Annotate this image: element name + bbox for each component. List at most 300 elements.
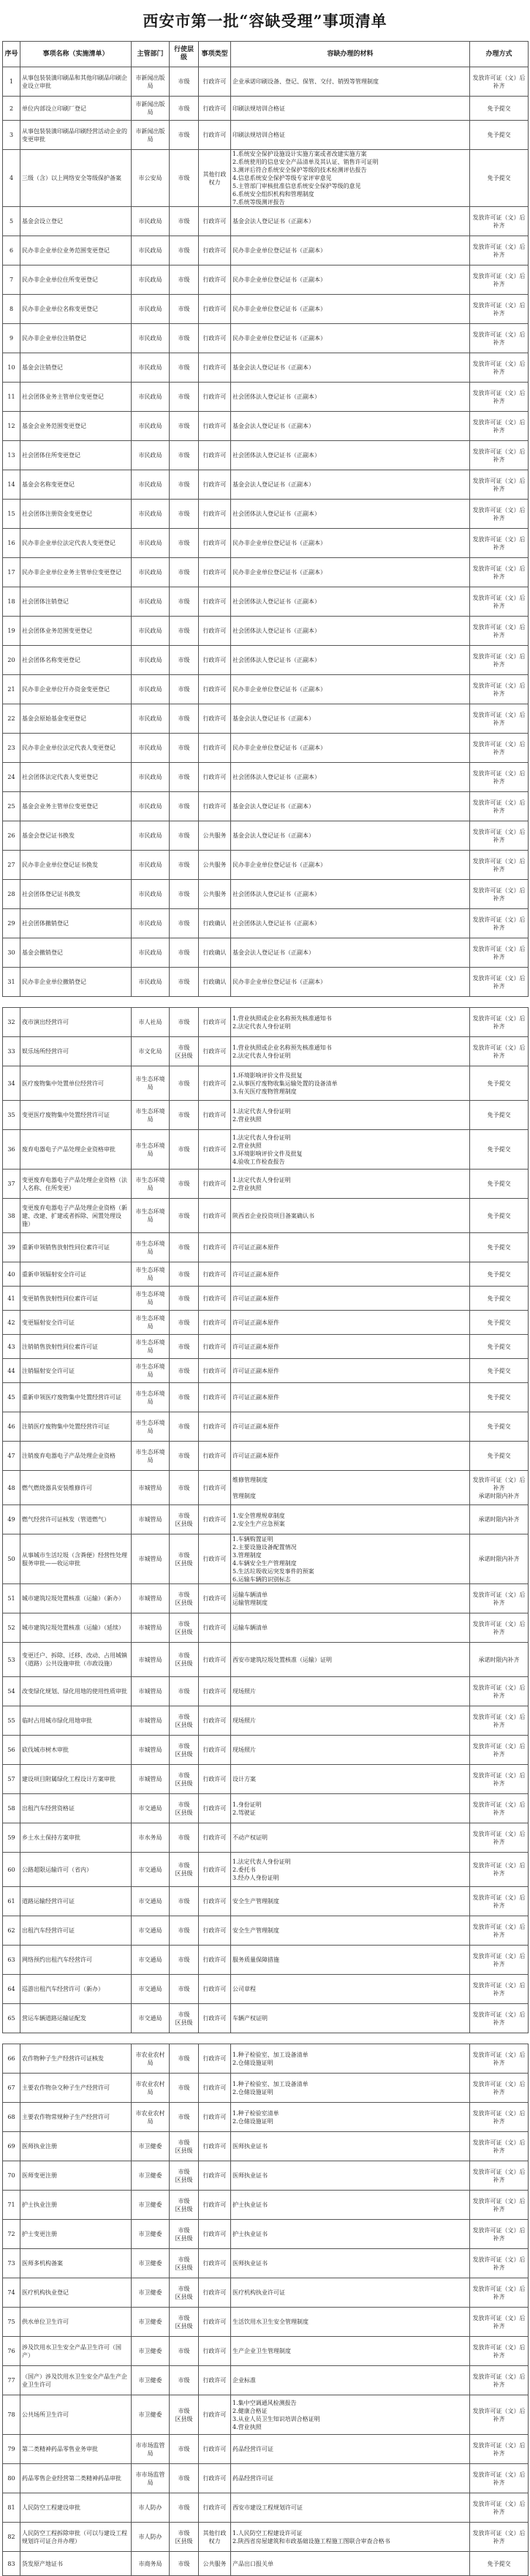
table-row	[3, 1643, 529, 1677]
table-row	[3, 1383, 529, 1412]
table-row	[3, 1975, 529, 2004]
row-number: 13	[3, 441, 20, 470]
row-number: 50	[3, 1534, 20, 1584]
row-number: 35	[3, 1101, 20, 1130]
row-number: 45	[3, 1383, 20, 1412]
department: 市农业农村局	[132, 2044, 170, 2074]
department: 市民政局	[132, 880, 170, 909]
level: 市级	[170, 1471, 199, 1505]
materials: 安全生产管理制度	[231, 1916, 470, 1946]
level: 市级	[170, 2074, 199, 2103]
level: 市级 区县级	[170, 1534, 199, 1584]
handling-method: 发放许可证（文）后补齐	[470, 2161, 529, 2191]
handling-method: 发放许可证（文）后补齐	[470, 2103, 529, 2132]
item-type: 行政许可	[199, 1471, 231, 1505]
item-type: 行政许可	[199, 2191, 231, 2220]
table-row	[3, 1130, 529, 1170]
handling-method: 免予提交	[470, 1199, 529, 1233]
materials: 许可证正副本原件	[231, 1359, 470, 1383]
level: 市级	[170, 646, 199, 675]
table-row	[3, 295, 529, 324]
materials: 社会团体法人登记证书（正副本）	[231, 880, 470, 909]
level: 市级	[170, 968, 199, 997]
item-type: 行政许可	[199, 587, 231, 617]
item-name: 从事包装装潢印刷品印刷经营活动企业的变更审批	[20, 121, 132, 150]
item-type: 公共服务	[199, 2552, 231, 2576]
row-number: 47	[3, 1442, 20, 1471]
table-row	[3, 1170, 529, 1199]
materials: 1.人民防空工程建设许可证 2.陕西省房屋建筑和市政基础设施工程施工图联合审查合格书	[231, 2523, 470, 2552]
row-number: 4	[3, 150, 20, 207]
item-name: 社会团体撤销登记	[20, 909, 132, 938]
department: 市民政局	[132, 529, 170, 558]
level: 市级	[170, 1008, 199, 1037]
handling-method: 承诺时限内补齐	[470, 1505, 529, 1534]
table-row	[3, 617, 529, 646]
materials: 产品出口报关单	[231, 2552, 470, 2576]
materials: 医疗机构执业许可证	[231, 2278, 470, 2308]
item-name: 注销辐射安全许可证	[20, 1359, 132, 1383]
level: 市级	[170, 2435, 199, 2464]
level: 市级	[170, 675, 199, 704]
item-type: 行政许可	[199, 1887, 231, 1916]
materials: 生活饮用水卫生安全管理制度	[231, 2308, 470, 2337]
materials: 车辆产权证明	[231, 2004, 470, 2033]
level: 市级	[170, 1101, 199, 1130]
row-number: 68	[3, 2103, 20, 2132]
item-name: 临时占用城市绿化用地审批	[20, 1706, 132, 1736]
level: 市级	[170, 67, 199, 97]
row-number: 80	[3, 2464, 20, 2493]
department: 市民政局	[132, 792, 170, 821]
department: 市卫健委	[132, 2308, 170, 2337]
item-name: 基金会名称变更登记	[20, 470, 132, 500]
item-type: 行政许可	[199, 1262, 231, 1287]
level: 市级	[170, 1442, 199, 1471]
department: 市交通局	[132, 1794, 170, 1823]
table-row	[3, 1335, 529, 1359]
item-type: 行政许可	[199, 1008, 231, 1037]
handling-method: 免予提交	[470, 1262, 529, 1287]
department: 市卫健委	[132, 2220, 170, 2249]
materials: 基金会法人登记证书（正副本）	[231, 470, 470, 500]
table-row	[3, 1946, 529, 1975]
item-type: 行政许可	[199, 2103, 231, 2132]
row-number: 81	[3, 2493, 20, 2523]
materials: 社会团体法人登记证书（正副本）	[231, 909, 470, 938]
table-row	[3, 2161, 529, 2191]
header-type: 事项类型	[199, 42, 231, 67]
department: 市生态环境局	[132, 1101, 170, 1130]
level: 市级 区县级	[170, 2132, 199, 2161]
table-row	[3, 236, 529, 265]
department: 市民政局	[132, 470, 170, 500]
level: 市级	[170, 236, 199, 265]
item-type: 行政确认	[199, 938, 231, 968]
row-number: 40	[3, 1262, 20, 1287]
table-row	[3, 383, 529, 412]
department: 市民政局	[132, 558, 170, 587]
department: 市民政局	[132, 821, 170, 851]
table-header-row	[3, 42, 529, 67]
row-number: 39	[3, 1233, 20, 1262]
table-row	[3, 2366, 529, 2395]
table-row	[3, 2337, 529, 2366]
department: 市民政局	[132, 909, 170, 938]
item-type: 行政许可	[199, 2074, 231, 2103]
table-row	[3, 558, 529, 587]
row-number: 59	[3, 1823, 20, 1853]
materials: 现场照片	[231, 1677, 470, 1706]
item-name: 从事包装装潢印刷品和其他印刷品印刷企业设立审批	[20, 67, 132, 97]
handling-method: 发放许可证（文）后补齐	[470, 2044, 529, 2074]
item-type: 行政许可	[199, 2220, 231, 2249]
materials: 民办非企业单位登记证书（正副本）	[231, 558, 470, 587]
department: 市水务局	[132, 1823, 170, 1853]
handling-method: 发放许可证（文）后补齐	[470, 646, 529, 675]
materials: 印刷法规培训合格证	[231, 121, 470, 150]
row-number: 2	[3, 97, 20, 121]
materials: 基金会法人登记证书（正副本）	[231, 412, 470, 441]
materials: 企业标准	[231, 2366, 470, 2395]
row-number: 41	[3, 1287, 20, 1311]
department: 市市场监管局	[132, 2435, 170, 2464]
handling-method: 发放许可证（文）后补齐	[470, 412, 529, 441]
header-name: 事项名称（实施清单）	[20, 42, 132, 67]
row-number: 55	[3, 1706, 20, 1736]
level: 市级	[170, 1170, 199, 1199]
row-number: 53	[3, 1643, 20, 1677]
level: 市级 区县级	[170, 2220, 199, 2249]
department: 市民政局	[132, 236, 170, 265]
row-number: 83	[3, 2552, 20, 2576]
handling-method: 发放许可证（文）后补齐	[470, 2435, 529, 2464]
table-row	[3, 1823, 529, 1853]
materials: 1.营业执照或企业名称预先核准通知书 2.法定代表人身份证明	[231, 1008, 470, 1037]
item-type: 行政许可	[199, 265, 231, 295]
department: 市交通局	[132, 1916, 170, 1946]
handling-method: 发放许可证（文）后补齐	[470, 1823, 529, 1853]
row-number: 9	[3, 324, 20, 353]
department: 市市场监管局	[132, 2464, 170, 2493]
row-number: 31	[3, 968, 20, 997]
department: 市民政局	[132, 207, 170, 236]
item-type: 行政许可	[199, 1946, 231, 1975]
department: 市人防办	[132, 2493, 170, 2523]
row-number: 48	[3, 1471, 20, 1505]
item-name: 人民防空工程拆除审批（可以与建设工程规划许可证合并办理）	[20, 2523, 132, 2552]
handling-method: 发放许可证（文）后补齐	[470, 2337, 529, 2366]
row-number: 67	[3, 2074, 20, 2103]
level: 市级	[170, 2366, 199, 2395]
row-number: 18	[3, 587, 20, 617]
item-name: 农作物种子生产经营许可证核发	[20, 2044, 132, 2074]
materials: 基金会法人登记证书（正副本）	[231, 938, 470, 968]
level: 市级	[170, 121, 199, 150]
department: 市城管局	[132, 1736, 170, 1765]
level: 市级 区县级	[170, 2395, 199, 2435]
item-type: 行政许可	[199, 646, 231, 675]
row-number: 52	[3, 1613, 20, 1643]
item-type: 行政许可	[199, 97, 231, 121]
row-number: 33	[3, 1037, 20, 1066]
table-row	[3, 2044, 529, 2074]
table-row	[3, 2523, 529, 2552]
item-name: 燃气燃烧器具安装维修许可	[20, 1471, 132, 1505]
department: 市卫健委	[132, 2161, 170, 2191]
table-row	[3, 792, 529, 821]
item-type: 行政许可	[199, 1643, 231, 1677]
materials: 运输车辆清单	[231, 1613, 470, 1643]
materials: 生产企业卫生管理制度	[231, 2337, 470, 2366]
item-name: 基金会设立登记	[20, 207, 132, 236]
handling-method: 发放许可证（文）后补齐	[470, 1037, 529, 1066]
handling-method: 发放许可证（文）后补齐	[470, 1706, 529, 1736]
item-type: 行政许可	[199, 441, 231, 470]
section-gap	[3, 997, 529, 1008]
item-type: 行政许可	[199, 295, 231, 324]
materials: 民办非企业单位登记证书（正副本）	[231, 734, 470, 763]
item-type: 行政许可	[199, 792, 231, 821]
department: 市生态环境局	[132, 1066, 170, 1101]
item-type: 行政许可	[199, 1335, 231, 1359]
handling-method: 免予提交	[470, 1287, 529, 1311]
materials: 1.法定代表人身份证明 2.营业执照	[231, 1170, 470, 1199]
row-number: 57	[3, 1765, 20, 1794]
handling-method: 发放许可证（文）后补齐	[470, 792, 529, 821]
table-row	[3, 470, 529, 500]
table-row	[3, 880, 529, 909]
materials: 社会团体法人登记证书（正副本）	[231, 587, 470, 617]
table-row	[3, 150, 529, 207]
materials: 许可证正副本原件	[231, 1442, 470, 1471]
level: 市级	[170, 1262, 199, 1287]
item-name: 护士变更注册	[20, 2220, 132, 2249]
item-name: 主要农作物常规种子生产经营许可	[20, 2103, 132, 2132]
level: 市级	[170, 2493, 199, 2523]
handling-method: 发放许可证（文）后补齐	[470, 383, 529, 412]
table-row	[3, 1442, 529, 1471]
level: 市级	[170, 909, 199, 938]
table-row	[3, 265, 529, 295]
item-type: 行政许可	[199, 1383, 231, 1412]
header-materials: 容缺办理的材料	[231, 42, 470, 67]
level: 市级	[170, 1887, 199, 1916]
department: 市卫健委	[132, 2395, 170, 2435]
department: 市民政局	[132, 265, 170, 295]
level: 市级	[170, 500, 199, 529]
department: 市新闻出版局	[132, 121, 170, 150]
materials: 医师执业证书	[231, 2161, 470, 2191]
department: 市生态环境局	[132, 1412, 170, 1442]
department: 市人社局	[132, 1008, 170, 1037]
department: 市民政局	[132, 587, 170, 617]
row-number: 56	[3, 1736, 20, 1765]
level: 市级	[170, 938, 199, 968]
table-row	[3, 2249, 529, 2278]
table-row	[3, 2464, 529, 2493]
item-type: 行政许可	[199, 412, 231, 441]
handling-method: 发放许可证（文）后补齐 承诺时限内补齐	[470, 1471, 529, 1505]
row-number: 10	[3, 353, 20, 383]
item-name: 医师执业注册	[20, 2132, 132, 2161]
table-row	[3, 353, 529, 383]
item-name: 社会团体住所变更登记	[20, 441, 132, 470]
item-name: 三级（含）以上网络安全等级保护备案	[20, 150, 132, 207]
row-number: 76	[3, 2337, 20, 2366]
row-number: 62	[3, 1916, 20, 1946]
item-type: 行政许可	[199, 324, 231, 353]
table-row	[3, 2074, 529, 2103]
item-name: 公路超限运输许可（省内）	[20, 1853, 132, 1887]
materials: 服务质量保障措施	[231, 1946, 470, 1975]
handling-method: 发放许可证（文）后补齐	[470, 968, 529, 997]
item-name: 注销废弃电器电子产品处理企业资格	[20, 1442, 132, 1471]
row-number: 28	[3, 880, 20, 909]
item-type: 行政许可	[199, 1287, 231, 1311]
item-name: 第二类精神药品零售业务审批	[20, 2435, 132, 2464]
item-name: 注销销售放射性同位素许可证	[20, 1335, 132, 1359]
department: 市城管局	[132, 1677, 170, 1706]
handling-method: 发放许可证（文）后补齐	[470, 1916, 529, 1946]
department: 市民政局	[132, 938, 170, 968]
item-type: 行政许可	[199, 500, 231, 529]
item-type: 行政许可	[199, 2004, 231, 2033]
handling-method: 免予提交	[470, 1101, 529, 1130]
item-type: 公共服务	[199, 821, 231, 851]
handling-method: 发放许可证（文）后补齐	[470, 67, 529, 97]
handling-method: 发放许可证（文）后补齐	[470, 2523, 529, 2552]
item-type: 行政许可	[199, 2337, 231, 2366]
handling-method: 发放许可证（文）后补齐	[470, 704, 529, 734]
department: 市卫健委	[132, 2337, 170, 2366]
level: 市级	[170, 1677, 199, 1706]
item-type: 行政许可	[199, 2493, 231, 2523]
department: 市农业农村局	[132, 2103, 170, 2132]
row-number: 27	[3, 851, 20, 880]
item-name: 供水单位卫生许可	[20, 2308, 132, 2337]
materials: 现场照片	[231, 1736, 470, 1765]
department: 市民政局	[132, 704, 170, 734]
department: 市民政局	[132, 675, 170, 704]
row-number: 11	[3, 383, 20, 412]
page-title: 西安市第一批“容缺受理”事项清单	[143, 12, 387, 30]
item-name: 注销医疗废物集中处置经营许可证	[20, 1412, 132, 1442]
department: 市生态环境局	[132, 1262, 170, 1287]
item-type: 行政许可	[199, 353, 231, 383]
materials: 民办非企业单位登记证书（正副本）	[231, 529, 470, 558]
row-number: 14	[3, 470, 20, 500]
department: 市民政局	[132, 295, 170, 324]
row-number: 1	[3, 67, 20, 97]
materials: 西安市建筑垃圾处置核准（运输）证明	[231, 1643, 470, 1677]
handling-method: 发放许可证（文）后补齐	[470, 529, 529, 558]
header-dept: 主管部门	[132, 42, 170, 67]
row-number: 26	[3, 821, 20, 851]
row-number: 3	[3, 121, 20, 150]
handling-method: 发放许可证（文）后补齐	[470, 2249, 529, 2278]
materials: 民办非企业单位登记证书（正副本）	[231, 324, 470, 353]
handling-method: 发放许可证（文）后补齐	[470, 1887, 529, 1916]
item-type: 行政许可	[199, 704, 231, 734]
item-type: 行政许可	[199, 734, 231, 763]
item-type: 行政许可	[199, 529, 231, 558]
table-row	[3, 1794, 529, 1823]
level: 市级	[170, 1233, 199, 1262]
materials: 社会团体法人登记证书（正副本）	[231, 617, 470, 646]
item-type: 行政许可	[199, 1505, 231, 1534]
item-name: 社会团体名称变更登记	[20, 646, 132, 675]
row-number: 36	[3, 1130, 20, 1170]
table-row	[3, 97, 529, 121]
handling-method: 发放许可证（文）后补齐	[470, 2395, 529, 2435]
level: 市级	[170, 851, 199, 880]
item-type: 行政许可	[199, 1916, 231, 1946]
level: 市级 区县级	[170, 2523, 199, 2552]
department: 市生态环境局	[132, 1383, 170, 1412]
row-number: 58	[3, 1794, 20, 1823]
item-name: 变更废弃电器电子产品处理企业资格（法人名称、住所变更）	[20, 1170, 132, 1199]
department: 市城管局	[132, 1613, 170, 1643]
table-row	[3, 529, 529, 558]
level: 市级	[170, 821, 199, 851]
table-row	[3, 1311, 529, 1335]
item-name: 网络预约出租汽车经营许可	[20, 1946, 132, 1975]
row-number: 71	[3, 2191, 20, 2220]
item-name: 民办非企业单位撤销登记	[20, 968, 132, 997]
handling-method: 发放许可证（文）后补齐	[470, 1794, 529, 1823]
materials: 民办非企业单位登记证书（正副本）	[231, 265, 470, 295]
row-number: 60	[3, 1853, 20, 1887]
table-row	[3, 675, 529, 704]
materials: 不动产权证明	[231, 1823, 470, 1853]
table-row	[3, 1412, 529, 1442]
materials: 企业承诺印刷设备、登记、保管、交付、销毁等管理制度	[231, 67, 470, 97]
level: 市级 区县级	[170, 1037, 199, 1066]
table-row	[3, 1199, 529, 1233]
handling-method: 发放许可证（文）后补齐	[470, 207, 529, 236]
level: 市级	[170, 470, 199, 500]
handling-method: 发放许可证（文）后补齐	[470, 236, 529, 265]
department: 市生态环境局	[132, 1199, 170, 1233]
materials: 基金会法人登记证书（正副本）	[231, 207, 470, 236]
department: 市民政局	[132, 763, 170, 792]
department: 市商务局	[132, 2552, 170, 2576]
handling-method: 发放许可证（文）后补齐	[470, 2493, 529, 2523]
row-number: 38	[3, 1199, 20, 1233]
materials: 1.种子检验室、加工设备清单 2.仓储设施证明	[231, 2074, 470, 2103]
item-type: 行政许可	[199, 67, 231, 97]
level: 市级	[170, 207, 199, 236]
item-name: 燃气经营许可证核发（管道燃气）	[20, 1505, 132, 1534]
handling-method: 承诺时限内补齐	[470, 1643, 529, 1677]
handling-method: 免予提交	[470, 1383, 529, 1412]
item-name: 民办非企业单位开办资金变更登记	[20, 675, 132, 704]
item-name: 社会团体登记证书换发	[20, 880, 132, 909]
item-name: 医师多机构备案	[20, 2249, 132, 2278]
row-number: 49	[3, 1505, 20, 1534]
level: 市级	[170, 792, 199, 821]
materials: 社会团体法人登记证书（正副本）	[231, 763, 470, 792]
materials: 许可证正副本原件	[231, 1412, 470, 1442]
item-name: 重新申领辐射安全许可证	[20, 1262, 132, 1287]
materials: 基金会法人登记证书（正副本）	[231, 704, 470, 734]
handling-method: 发放许可证（文）后补齐	[470, 851, 529, 880]
row-number: 77	[3, 2366, 20, 2395]
level: 市级	[170, 1066, 199, 1101]
level: 市级	[170, 617, 199, 646]
handling-method: 免予提交	[470, 1412, 529, 1442]
